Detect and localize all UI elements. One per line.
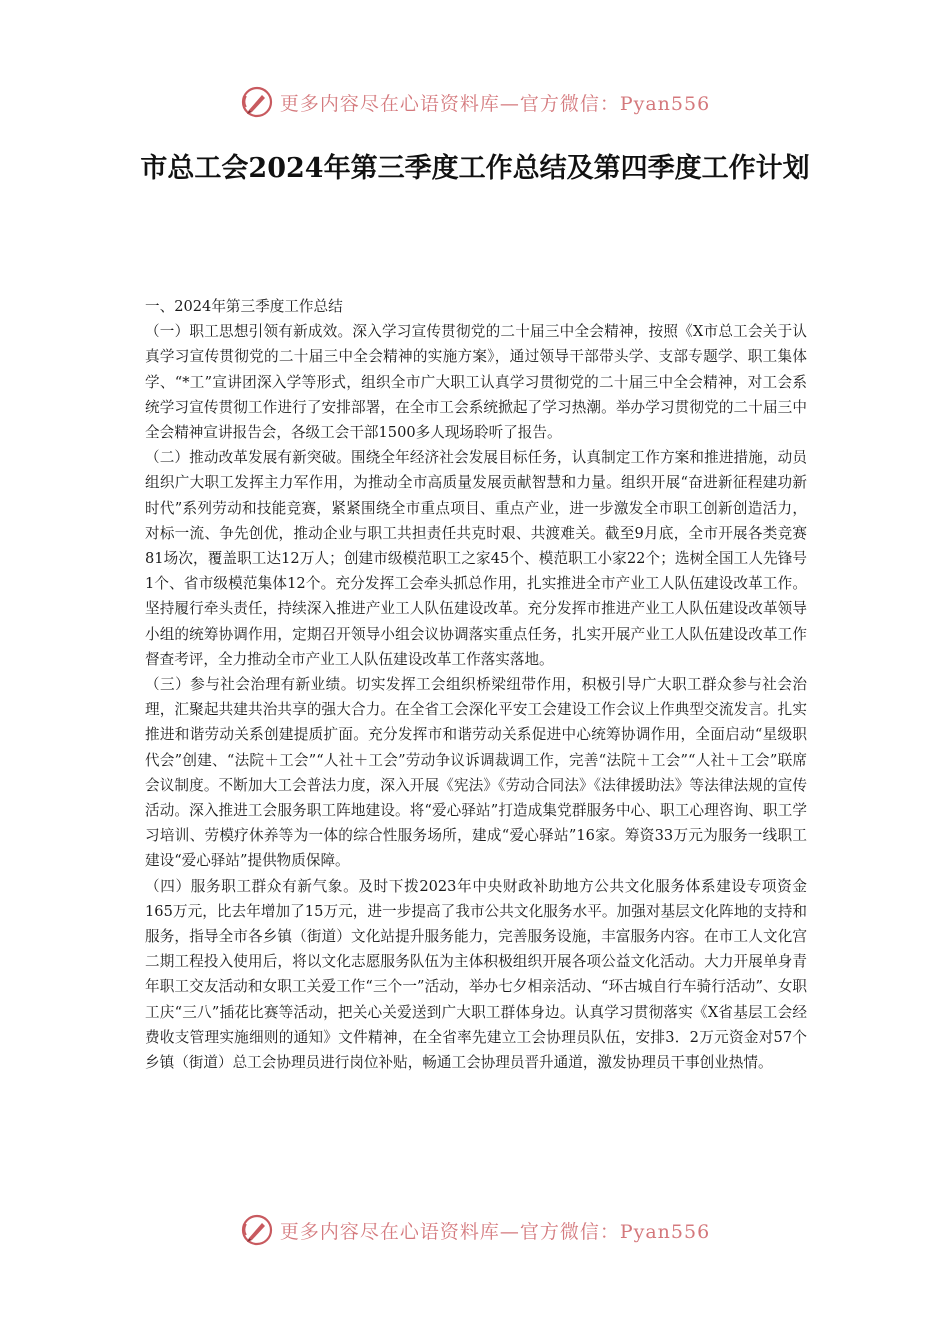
document-body xyxy=(145,294,807,1075)
watermark-text: 更多内容尽在心语资料库—官方微信：Pyan556 xyxy=(279,1220,711,1243)
paragraph-2: （二）推动改革发展有新突破。围绕全年经济社会发展目标任务，认真制定工作方案和推进措施，动员组织广大职工发挥主力军作用，为推动全市高质量发展贡献智慧和力量。组织开展“奋进新征程建功新时代”系列劳动和技能竞赛，紧紧围绕全市重点项目、重点产业，进一步激发全市职工创新创造活力，对标一流、争先创优，推动企业与职工共担责任共克时艰、共渡难关。截至9月底，全市开展各类竞赛81场次，覆盖职工达12万人；创建市级模范职工之家45个、模范职工小家22个；选树全国工人先锋号1个、省市级模范集体12个。充分发挥工会牵头抓总作用，扎实推进全市产业工人队伍建设改革工作。坚持履行牵头责任，持续深入推进产业工人队伍建设改革。充分发挥市推进产业工人队伍建设改革领导小组的统筹协调作用，定期召开领导小组会议协调落实重点任务，扎实开展产业工人队伍建设改革工作督查考评，全力推动全市产业工人队伍建设改革工作落实落地。 xyxy=(145,449,807,668)
footer-watermark-banner xyxy=(0,1208,950,1252)
watermark-text: 更多内容尽在心语资料库—官方微信：Pyan556 xyxy=(279,92,711,115)
paragraph-3: （三）参与社会治理有新业绩。切实发挥工会组织桥梁纽带作用，积极引导广大职工群众参与社会治理，汇聚起共建共治共享的强大合力。在全省工会深化平安工会建设工作会议上作典型交流发言。扎实推进和谐劳动关系创建提质扩面。充分发挥市和谐劳动关系促进中心统筹协调作用，全面启动“星级职代会”创建、“法院＋工会”“人社＋工会”劳动争议诉调裁调工作，完善“法院＋工会”“人社＋工会”联席会议制度。不断加大工会普法力度，深入开展《宪法》《劳动合同法》《法律援助法》等法律法规的宣传活动。深入推进工会服务职工阵地建设。将“爱心驿站”打造成集党群服务中心、职工心理咨询、职工学习培训、劳模疗休养等为一体的综合性服务场所，建成“爱心驿站”16家。筹资33万元为服务一线职工建设“爱心驿站”提供物质保障。 xyxy=(145,676,807,870)
header-watermark-banner xyxy=(0,80,950,124)
document-title: 市总工会2024年第三季度工作总结及第四季度工作计划 xyxy=(140,153,810,184)
pen-logo-icon xyxy=(240,85,274,119)
pen-logo-icon xyxy=(240,1213,274,1247)
paragraph-1: （一）职工思想引领有新成效。深入学习宣传贯彻党的二十届三中全会精神，按照《X市总工会关于认真学习宣传贯彻党的二十届三中全会精神的实施方案》，通过领导干部带头学、支部专题学、职工集体学、“*工”宣讲团深入学等形式，组织全市广大职工认真学习贯彻党的二十届三中全会精神，对工会系统学习宣传贯彻工作进行了安排部署，在全市工会系统掀起了学习热潮。举办学习贯彻党的二十届三中全会精神宣讲报告会，各级工会干部1500多人现场聆听了报告。 xyxy=(145,323,807,442)
section-heading: 一、2024年第三季度工作总结 xyxy=(145,298,343,315)
paragraph-4: （四）服务职工群众有新气象。及时下拨2023年中央财政补助地方公共文化服务体系建设专项资金165万元，比去年增加了15万元，进一步提高了我市公共文化服务水平。加强对基层文化阵地的支持和服务，指导全市各乡镇（街道）文化站提升服务能力，完善服务设施，丰富服务内容。在市工人文化宫二期工程投入使用后，将以文化志愿服务队伍为主体积极组织开展各项公益文化活动。大力开展单身青年职工交友活动和女职工关爱工作“三个一”活动，举办七夕相亲活动、“环古城自行车骑行活动”、女职工庆“三八”插花比赛等活动，把关心关爱送到广大职工群体身边。认真学习贯彻落实《X省基层工会经费收支管理实施细则的通知》文件精神，在全省率先建立工会协理员队伍，安排3．2万元资金对57个乡镇（街道）总工会协理员进行岗位补贴，畅通工会协理员晋升通道，激发协理员干事创业热情。 xyxy=(145,877,807,1072)
